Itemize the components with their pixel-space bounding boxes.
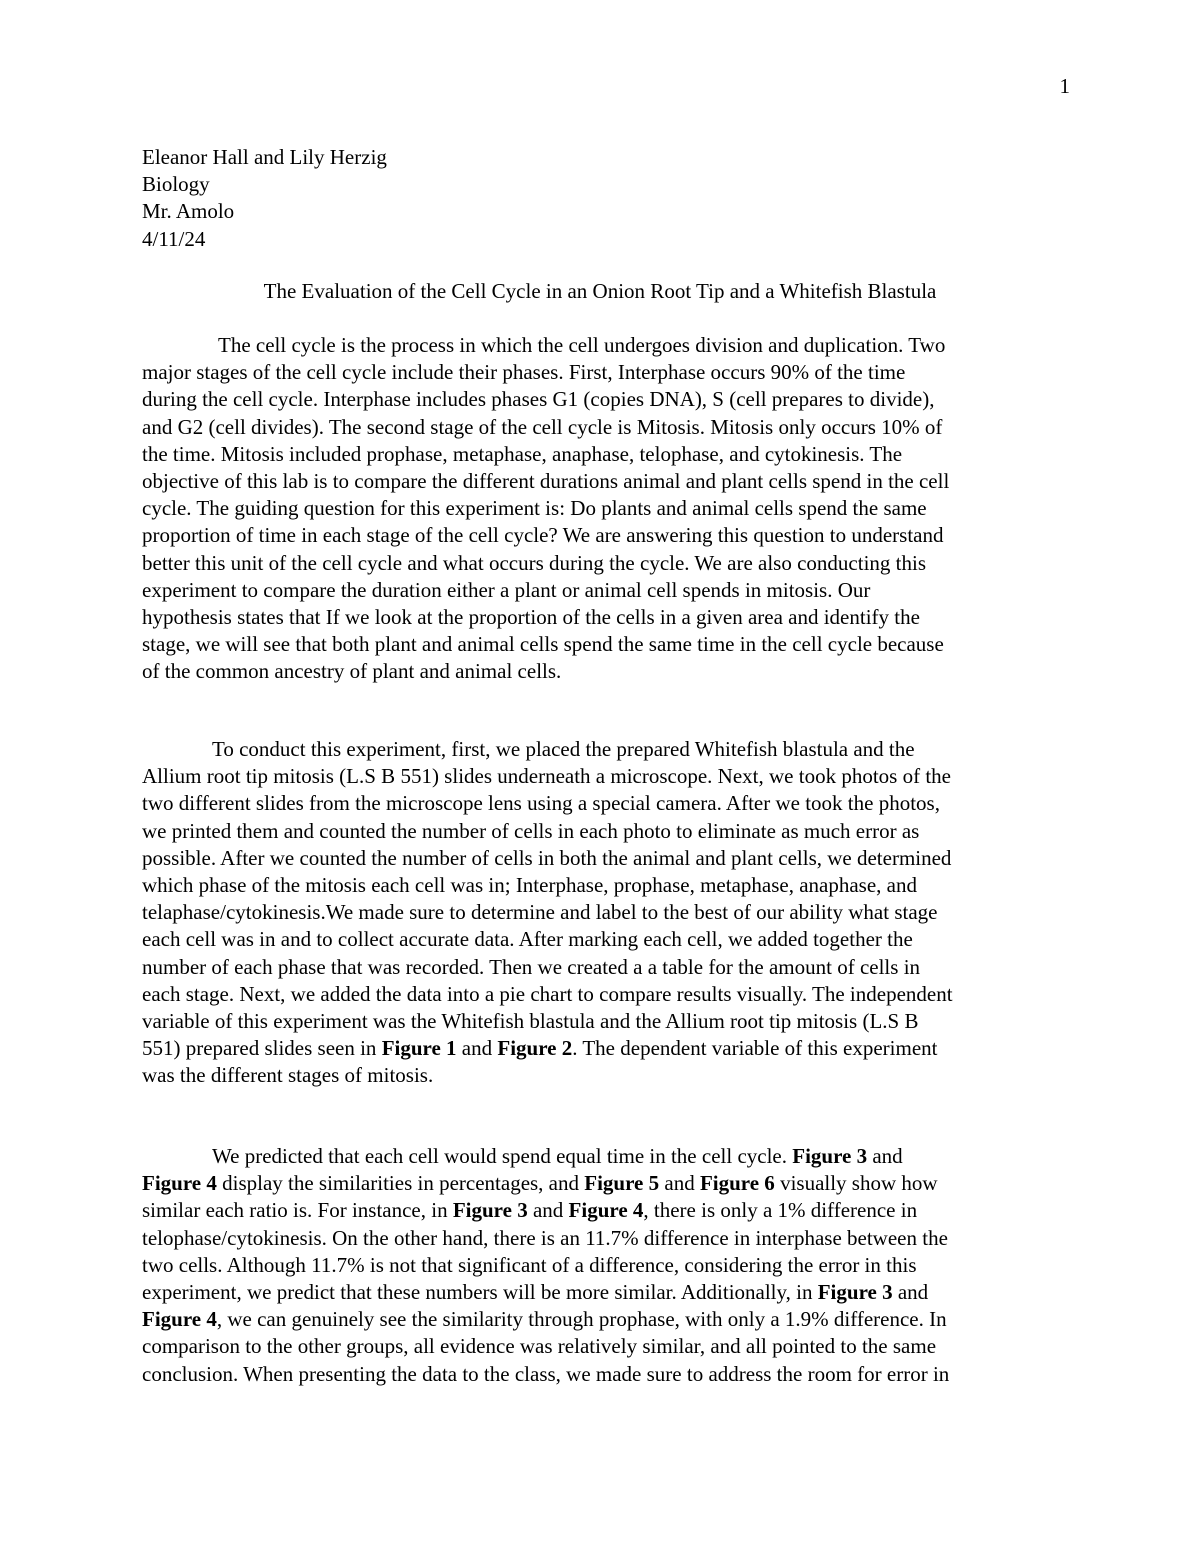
paragraph-line: The cell cycle is the process in which the cell undergoes division and duplication. Two [218,333,946,357]
paragraph-line: major stages of the cell cycle include their phases. First, Interphase occurs 90% of the time [142,360,906,385]
paragraph-line: each cell was in and to collect accurate data. After marking each cell, we added together the [142,927,913,952]
figure-reference: Figure 6 [699,1171,775,1196]
text-run: and [456,1036,498,1061]
authors-line: Eleanor Hall and Lily Herzig [142,145,387,169]
paragraph-line: To conduct this experiment, first, we placed the prepared Whitefish blastula and the [212,737,915,761]
text-run: 551) prepared slides seen in [142,1036,382,1061]
paragraph-line: variable of this experiment was the Whitefish blastula and the Allium root tip mitosis (L.S B [142,1009,919,1034]
paragraph-line: during the cell cycle. Interphase includes phases G1 (copies DNA), S (cell prepares to divide), [142,387,935,412]
paragraph-introduction [142,332,1058,686]
text-run: , there is only a 1% difference in [643,1198,918,1223]
paragraph-methods [142,736,1058,1090]
figure-reference: Figure 2 [497,1036,573,1061]
figure-reference: Figure 1 [381,1036,457,1061]
figure-reference: Figure 4 [142,1307,217,1332]
paragraph-line: the time. Mitosis included prophase, metaphase, anaphase, telophase, and cytokinesis. The [142,441,903,466]
text-run: . The dependent variable of this experiment [572,1036,938,1061]
text-run: display the similarities in percentages, and [216,1171,585,1196]
paragraph-line: stage, we will see that both plant and animal cells spend the same time in the cell cycle because [142,632,944,657]
paragraph-line: possible. After we counted the number of cells in both the animal and plant cells, we determined [142,845,952,870]
paragraph-line: telophase/cytokinesis. On the other hand, there is an 11.7% difference in interphase between the [142,1225,948,1250]
paragraph-line [142,1279,1058,1306]
text-run: experiment, we predict that these numbers will be more similar. Additionally, in [142,1280,818,1305]
text-run: and [659,1171,700,1196]
paragraph-line: experiment to compare the duration either a plant or animal cell spends in mitosis. Our [142,577,871,602]
text-run: and [867,1144,903,1168]
paragraph-line: two different slides from the microscope lens using a special camera. After we took the photos, [142,791,940,816]
figure-reference: Figure 3 [452,1198,528,1223]
text-run: similar each ratio is. For instance, in [142,1198,453,1223]
date-line: 4/11/24 [142,226,206,251]
paragraph-line: cycle. The guiding question for this experiment is: Do plants and animal cells spend the same [142,496,927,521]
paragraph-line [142,1035,1058,1062]
text-run: We predicted that each cell would spend equal time in the cell cycle. [212,1144,793,1168]
text-run: visually show how [774,1171,938,1196]
teacher-line: Mr. Amolo [142,199,235,224]
paragraph-line [142,1170,1058,1197]
paragraph-line: each stage. Next, we added the data into a pie chart to compare results visually. The independent [142,981,953,1006]
paragraph-line: of the common ancestry of plant and animal cells. [142,659,562,684]
figure-reference: Figure 3 [792,1144,868,1168]
paragraph-line: was the different stages of mitosis. [142,1063,434,1088]
text-run: and [892,1280,929,1305]
paragraph-line: telaphase/cytokinesis.We made sure to determine and label to the best of our ability what stage [142,900,938,925]
figure-reference: Figure 5 [584,1171,660,1196]
paragraph-line: comparison to the other groups, all evidence was relatively similar, and all pointed to the same [142,1334,937,1359]
paragraph-line: number of each phase that was recorded. Then we created a a table for the amount of cells in [142,954,921,979]
paragraph-results [142,1143,1058,1388]
paragraph-line: two cells. Although 11.7% is not that significant of a difference, considering the error in this [142,1252,917,1277]
paragraph-line [142,1143,1058,1170]
paragraph-line [142,1306,1058,1333]
paragraph-line [142,1197,1058,1224]
figure-reference: Figure 4 [568,1198,644,1223]
figure-reference: Figure 4 [142,1171,217,1196]
document-header [142,144,387,253]
paragraph-line: better this unit of the cell cycle and what occurs during the cycle. We are also conducting this [142,550,926,575]
paragraph-line: conclusion. When presenting the data to the class, we made sure to address the room for error in [142,1361,950,1386]
text-run: , we can genuinely see the similarity through prophase, with only a 1.9% difference. In [216,1307,947,1332]
paragraph-line: we printed them and counted the number of cells in each photo to eliminate as much error as [142,818,920,843]
course-line: Biology [142,172,210,197]
text-run: and [527,1198,569,1223]
paragraph-line: proportion of time in each stage of the cell cycle? We are answering this question to understand [142,523,944,548]
paragraph-line: objective of this lab is to compare the different durations animal and plant cells spend in the cell [142,469,950,494]
page-number: 1 [1059,74,1070,98]
paragraph-line: which phase of the mitosis each cell was in; Interphase, prophase, metaphase, anaphase, and [142,873,917,898]
paragraph-line: Allium root tip mitosis (L.S B 551) slides underneath a microscope. Next, we took photos of the [142,764,951,789]
paragraph-line: hypothesis states that If we look at the proportion of the cells in a given area and identify the [142,605,920,630]
paragraph-line: and G2 (cell divides). The second stage of the cell cycle is Mitosis. Mitosis only occurs 10% of [142,414,943,439]
document-title: The Evaluation of the Cell Cycle in an Onion Root Tip and a Whitefish Blastula [263,279,937,303]
figure-reference: Figure 3 [817,1280,893,1305]
